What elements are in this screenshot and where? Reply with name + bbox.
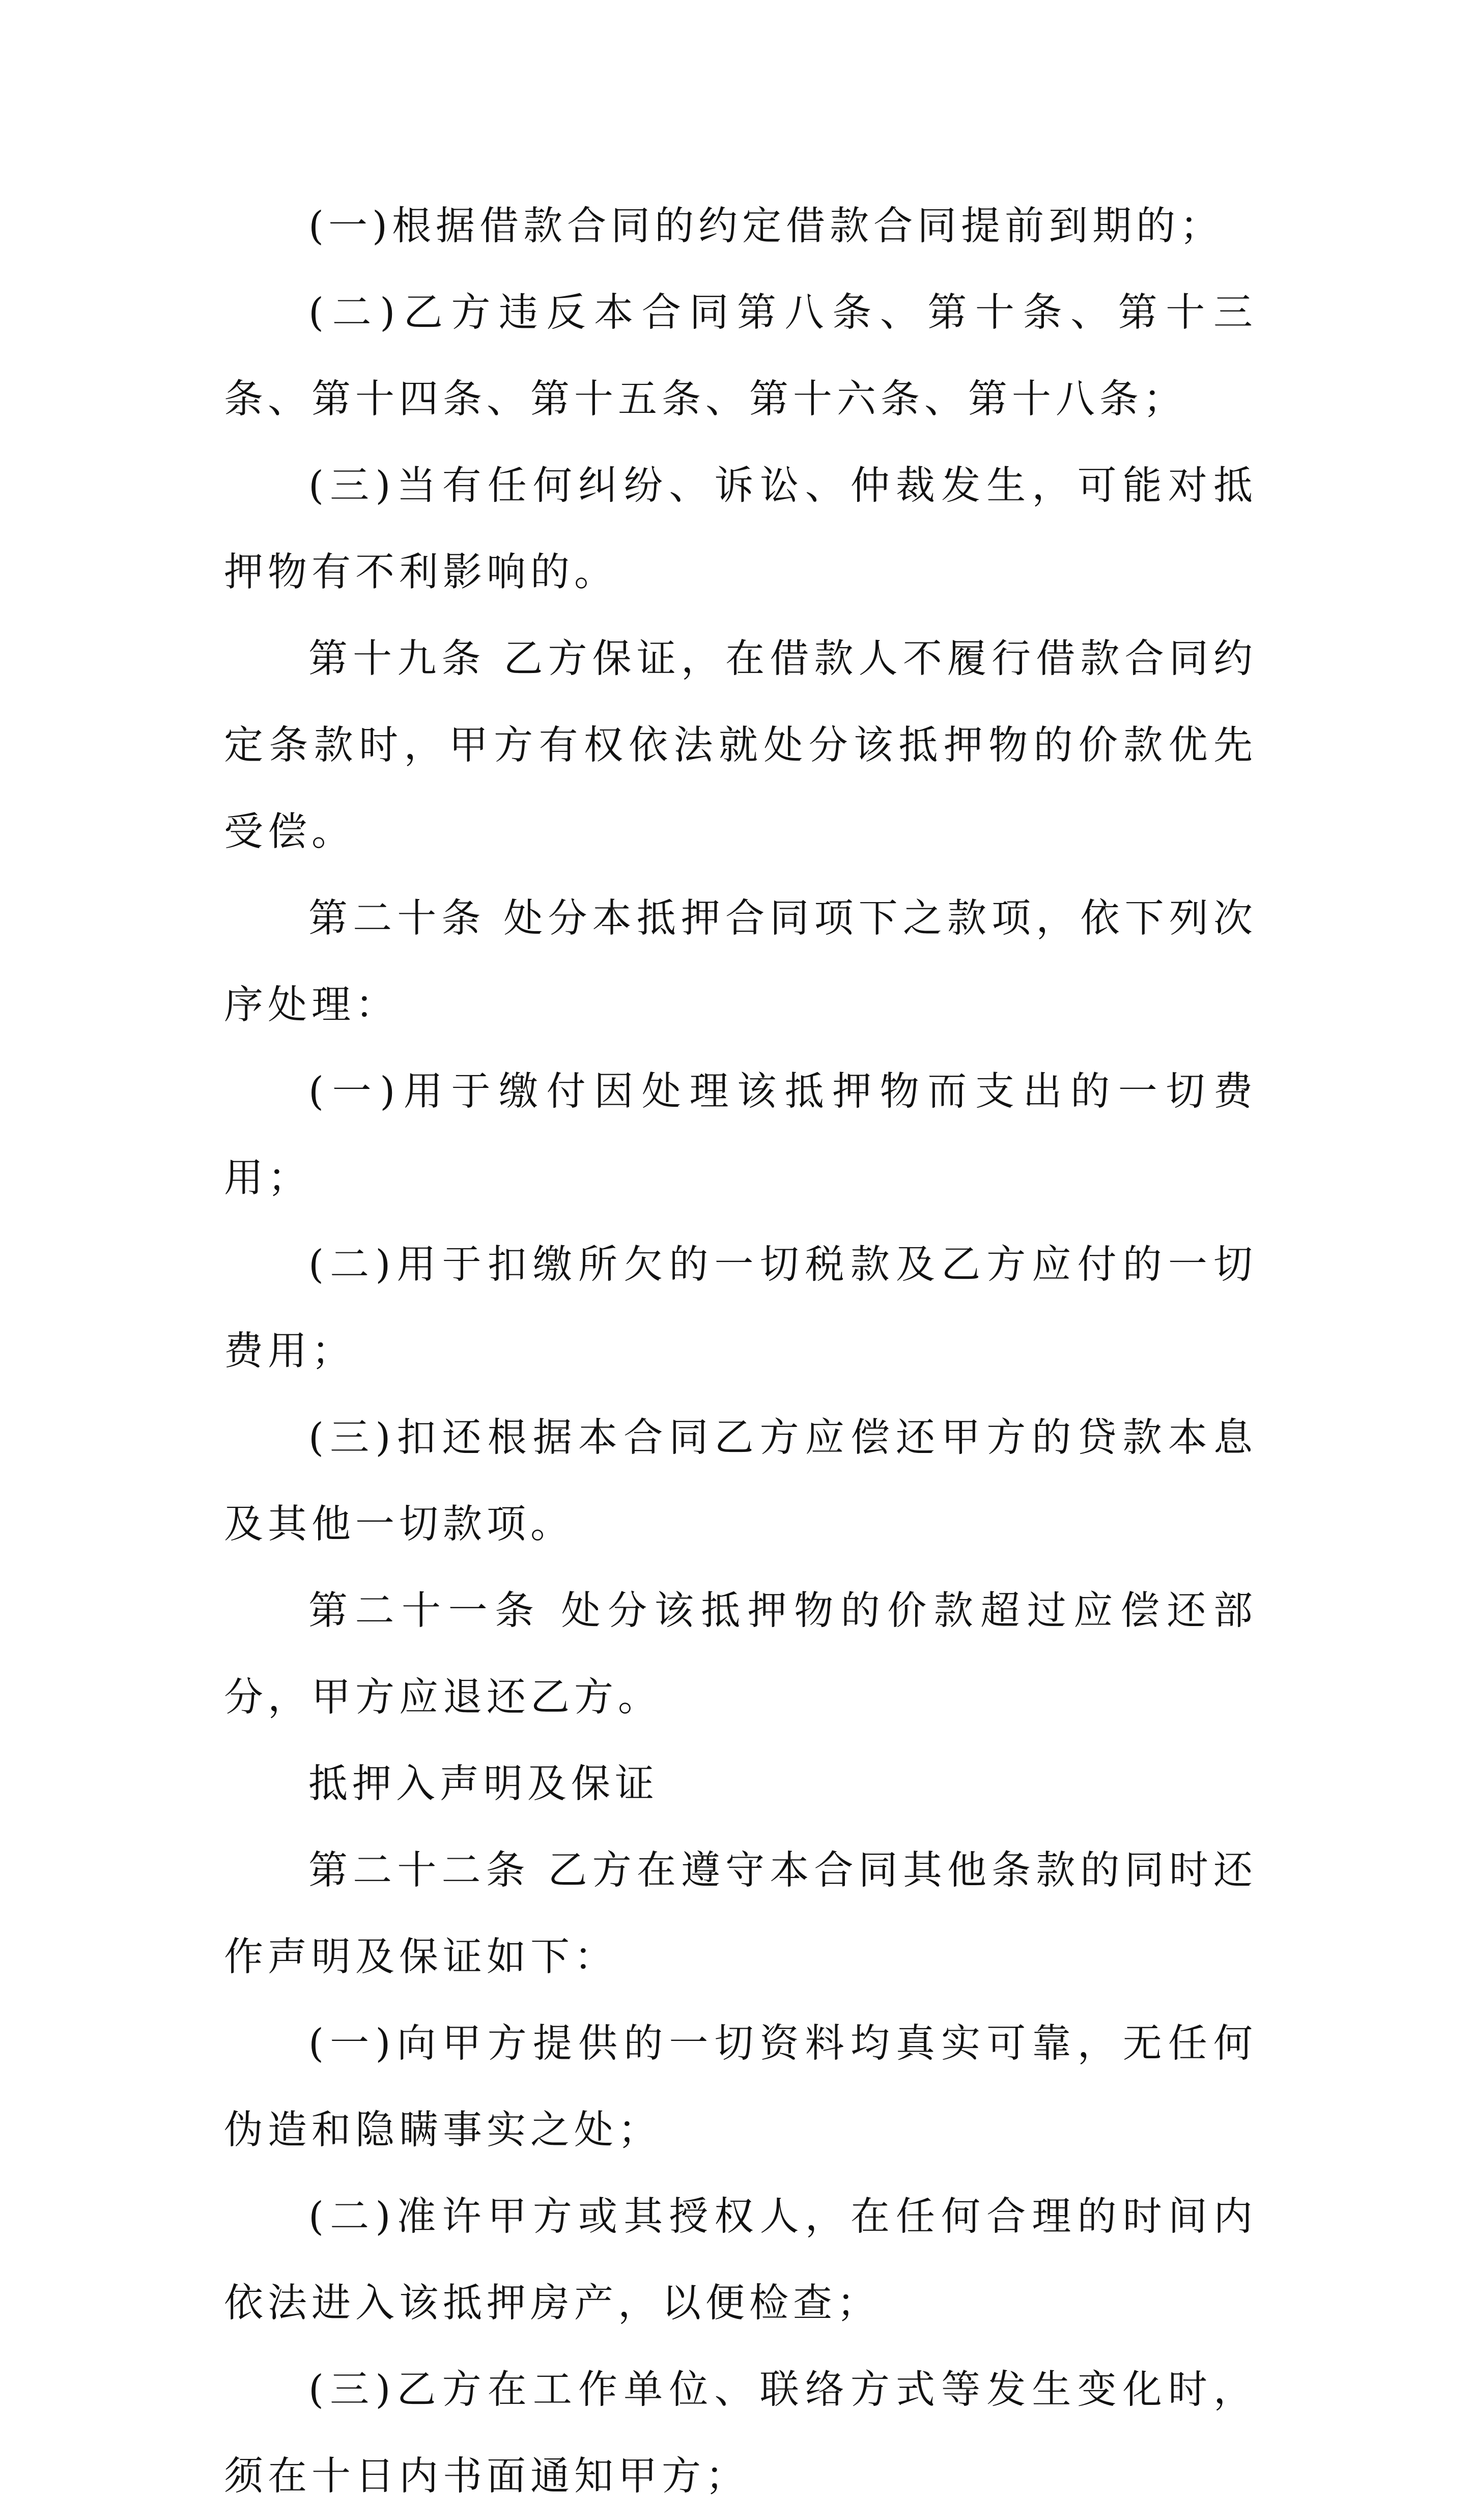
paragraph-article-22: 第二十二条 乙方在遵守本合同其他条款的同时还作声明及保证如下： (224, 1848, 1257, 1980)
paragraph-article-20-item-1: (一)用于缴付因处理该抵押物而支出的一切费用； (224, 1069, 1257, 1201)
paragraph-article-21: 第二十一条 处分该抵押物的价款超过应偿还部分，甲方应退还乙方。 (224, 1588, 1257, 1720)
paragraph-article-22-item-2: (二)准许甲方或其授权人，在任何合理的时间内依法进入该抵押房产，以便检查； (224, 2194, 1257, 2326)
paragraph-clause-2: (二)乙方违反本合同第八条、第十条、第十三条、第十四条、第十五条、第十六条、第十八条； (224, 290, 1257, 422)
paragraph-article-22-item-1: (一)向甲方提供的一切资料均真实可靠，无任何伪造和隐瞒事实之处； (224, 2021, 1257, 2153)
paragraph-article-20-item-2: (二)用于扣缴所欠的一切税款及乙方应付的一切费用； (224, 1242, 1257, 1374)
paragraph-article-20-item-3: (三)扣还根据本合同乙方应偿还甲方的贷款本息及其他一切款项。 (224, 1415, 1257, 1547)
paragraph-article-20: 第二十条 处分本抵押合同项下之款项，依下列次序处理： (224, 896, 1257, 1028)
paragraph-article-19: 第十九条 乙方保证，在借款人不履行借款合同约定条款时，甲方有权依法就处分该抵押物的价款优先受偿。 (224, 636, 1257, 855)
paragraph-article-22-item-3: (三)乙方在工作单位、联络方式等发生变化时，须在十日内书面通知甲方； (224, 2367, 1257, 2499)
document-page (224, 183, 1257, 2520)
paragraph-clause-3: (三)当有任何纠纷、诉讼、仲裁发生，可能对抵押物有不利影响的。 (224, 463, 1257, 595)
paragraph-clause-1: (一)根据借款合同的约定借款合同提前到期的； (308, 204, 1224, 249)
section-heading-declaration: 抵押入声明及保证 (308, 1761, 659, 1807)
